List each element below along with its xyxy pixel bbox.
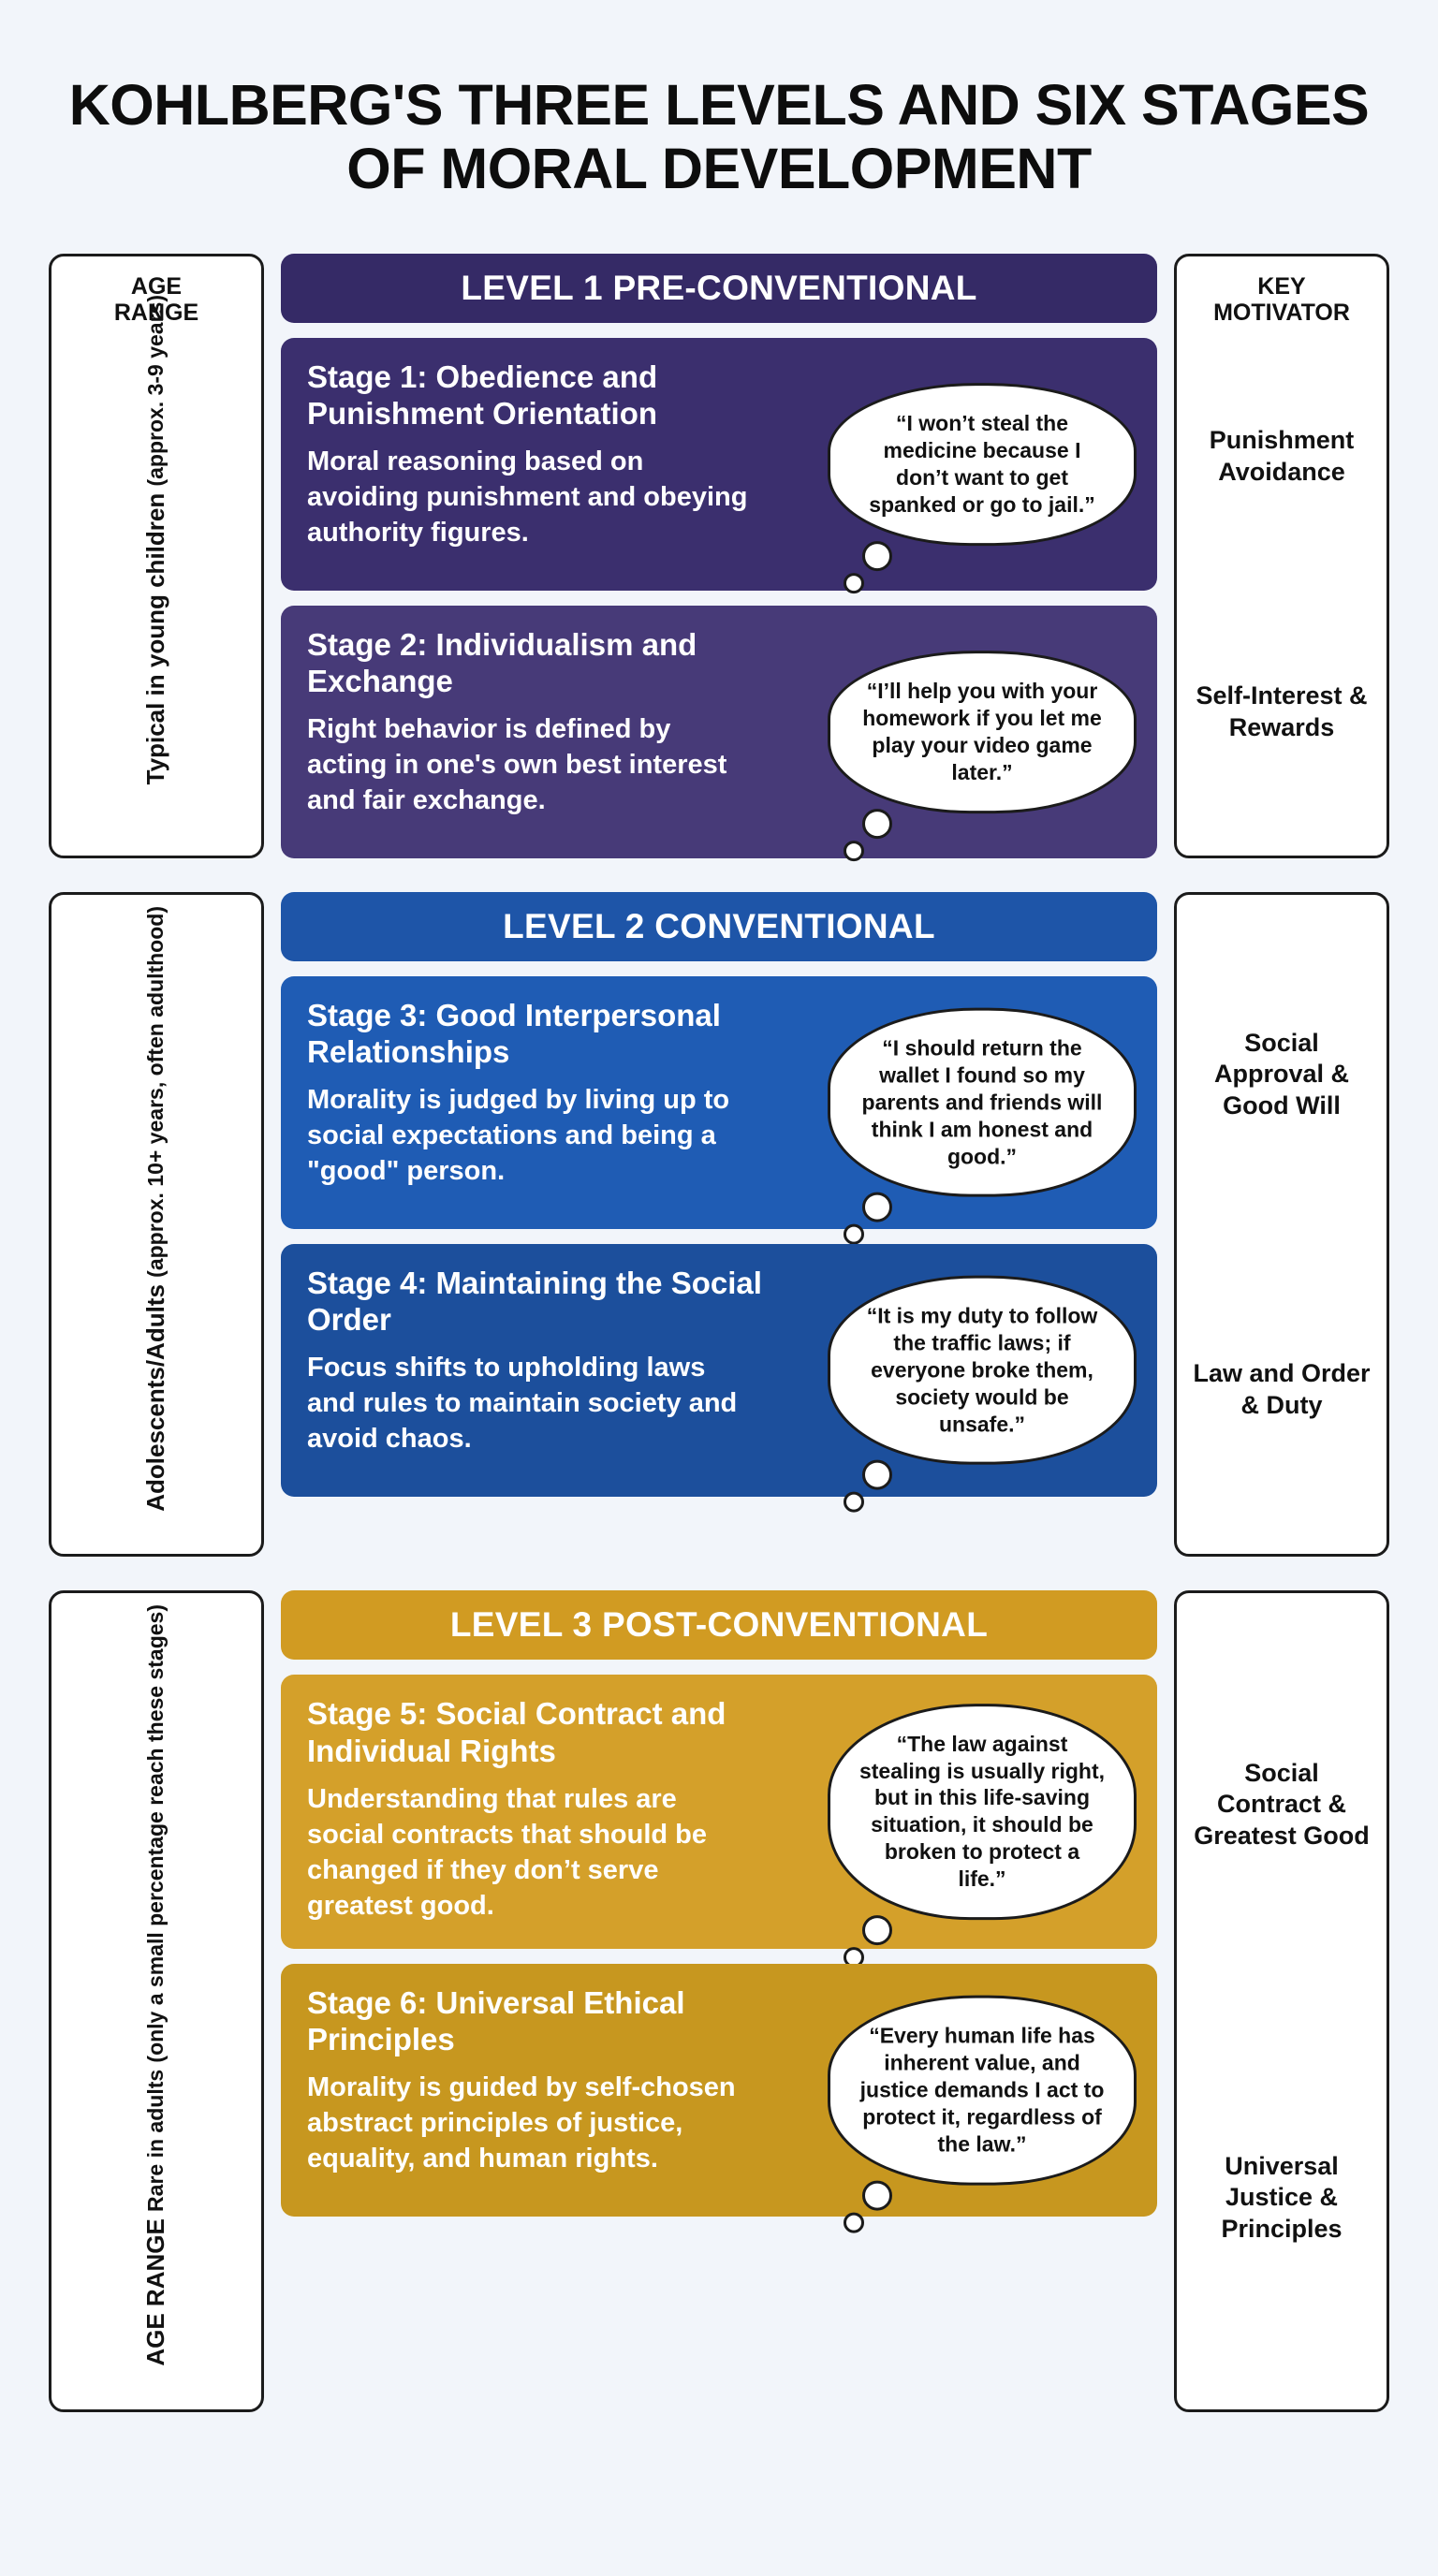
key-motivator-list-level-1 — [1186, 271, 1377, 841]
stage-2-quote: “I’ll help you with your homework if you let me play your video game later.” — [828, 651, 1137, 813]
stage-6-description: Morality is guided by self-chosen abstract principles of justice, equality, and human rights. — [307, 2071, 736, 2174]
level-1-banner: LEVEL 1 PRE-CONVENTIONAL — [281, 254, 1157, 323]
stage-4-description: Focus shifts to upholding laws and rules to maintain society and avoid chaos. — [307, 1352, 738, 1455]
stage-3-thought-bubble — [828, 1007, 1137, 1197]
stage-2-thought-bubble — [828, 651, 1137, 813]
page-title: KOHLBERG'S THREE LEVELS AND SIX STAGES OF MORAL DEVELOPMENT — [68, 73, 1370, 201]
level-2-row — [49, 892, 1389, 1558]
age-range-text-level-1 — [140, 284, 172, 827]
stage-3-card — [281, 976, 1157, 1229]
stage-4-card — [281, 1244, 1157, 1497]
age-range-text-level-3 — [140, 1593, 172, 2409]
level-3-row — [49, 1590, 1389, 2412]
stage-6-quote: “Every human life has inherent value, and justice demands I act to protect it, regardless of the law.” — [828, 1995, 1137, 2185]
key-motivator-stage-6: Universal Justice & Principles — [1221, 2151, 1343, 2243]
key-motivator-card-level-3 — [1174, 1590, 1389, 2412]
key-motivator-stage-5: Social Contract & Greatest Good — [1194, 1758, 1370, 1851]
stage-1-title: Stage 1: Obedience and Punishment Orientation — [307, 359, 658, 432]
age-range-card-level-3 — [49, 1590, 264, 2412]
stage-1-description: Moral reasoning based on avoiding punishment and obeying authority figures. — [307, 446, 748, 549]
key-motivator-stage-4: Law and Order & Duty — [1193, 1358, 1371, 1419]
key-motivator-card-level-1 — [1174, 254, 1389, 858]
stage-2-description: Right behavior is defined by acting in one's own best interest and fair exchange. — [307, 713, 727, 816]
stage-2-card — [281, 606, 1157, 858]
level-1-row — [49, 254, 1389, 858]
age-range-main-level-1: Typical in young children — [141, 492, 170, 785]
stage-5-thought-bubble — [828, 1704, 1137, 1921]
key-motivator-stage-2: Self-Interest & Rewards — [1196, 681, 1368, 742]
level-3-center — [281, 1590, 1157, 2412]
age-range-header-line-2: RANGE — [113, 300, 199, 327]
age-range-sub-level-2: (approx. 10+ years, often adulthood) — [143, 905, 169, 1278]
stage-3-quote: “I should return the wallet I found so my parents and friends will think I am honest and good.” — [828, 1007, 1137, 1197]
key-motivator-stage-1: Punishment Avoidance — [1209, 426, 1355, 487]
key-motivator-header-line-2: MOTIVATOR — [1213, 300, 1350, 327]
age-range-card-level-1 — [49, 254, 264, 858]
stage-3-title: Stage 3: Good Interpersonal Relationships — [307, 997, 721, 1070]
stage-6-card — [281, 1964, 1157, 2217]
stage-5-quote: “The law against stealing is usually right, but in this life-saving situation, it should be broken to protect a life.” — [828, 1704, 1137, 1921]
stage-4-title: Stage 4: Maintaining the Social Order — [307, 1265, 762, 1338]
age-range-card-level-2 — [49, 892, 264, 1558]
stage-2-title: Stage 2: Individualism and Exchange — [307, 626, 697, 699]
stage-3-description: Morality is judged by living up to social expectations and being a "good" person. — [307, 1084, 730, 1187]
age-range-sub-level-1: (approx. 3-9 years) — [143, 294, 169, 487]
age-range-text-level-2 — [140, 895, 172, 1555]
key-motivator-header-line-1: KEY — [1257, 272, 1306, 300]
age-range-header-line-1: AGE — [130, 272, 183, 300]
stage-4-quote: “It is my duty to follow the traffic laws; if everyone broke them, society would be unsafe.” — [828, 1275, 1137, 1465]
age-range-main-level-2: Adolescents/Adults — [141, 1283, 170, 1512]
level-3-banner: LEVEL 3 POST-CONVENTIONAL — [281, 1590, 1157, 1660]
stage-4-thought-bubble — [828, 1275, 1137, 1465]
stage-5-title: Stage 5: Social Contract and Individual Rights — [307, 1696, 726, 1768]
key-motivator-list-level-2 — [1186, 910, 1377, 1540]
stage-6-thought-bubble — [828, 1995, 1137, 2185]
age-range-sub-level-3: (only a small percentage reach these stages) — [143, 1604, 169, 2063]
stage-1-card — [281, 338, 1157, 591]
key-motivator-header — [1177, 273, 1387, 328]
stage-6-title: Stage 6: Universal Ethical Principles — [307, 1984, 685, 2057]
key-motivator-list-level-3 — [1186, 1608, 1377, 2394]
stage-5-description: Understanding that rules are social contracts that should be changed if they don’t serve greatest good. — [307, 1783, 708, 1922]
level-2-banner: LEVEL 2 CONVENTIONAL — [281, 892, 1157, 961]
stage-1-quote: “I won’t steal the medicine because I don’t want to get spanked or go to jail.” — [828, 383, 1137, 546]
level-2-center — [281, 892, 1157, 1558]
key-motivator-card-level-2 — [1174, 892, 1389, 1558]
age-range-header-level-3: AGE RANGE — [141, 2218, 170, 2367]
key-motivator-stage-3: Social Approval & Good Will — [1213, 1028, 1350, 1120]
stage-1-thought-bubble — [828, 383, 1137, 546]
level-1-center — [281, 254, 1157, 858]
age-range-main-level-3: Rare in adults — [143, 2070, 169, 2213]
stage-5-card — [281, 1675, 1157, 1948]
